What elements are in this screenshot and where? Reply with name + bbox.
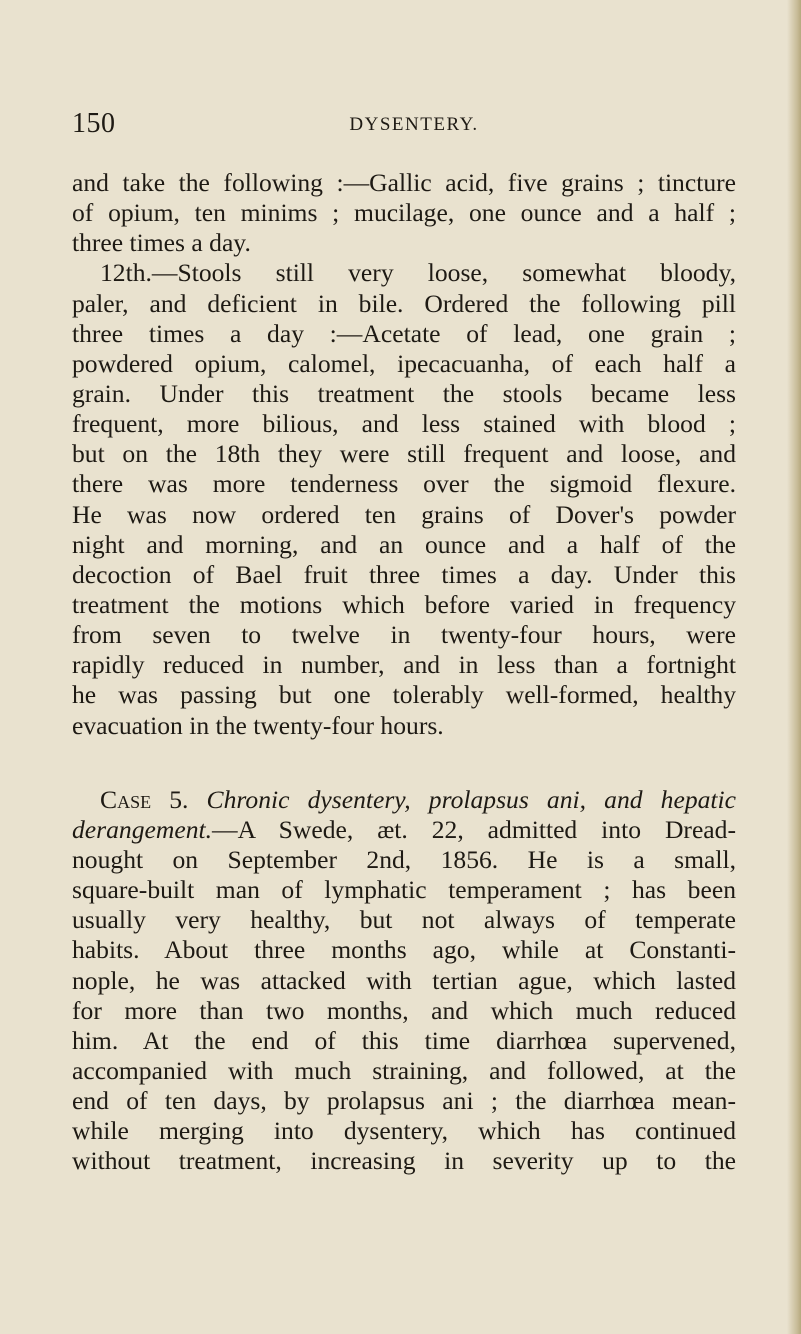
page-edge-shadow xyxy=(787,0,801,1334)
text-line: square-built man of lymphatic temperament ; has been xyxy=(72,875,736,905)
running-title: DYSENTERY. xyxy=(349,114,479,135)
text-line: and take the following :—Gallic acid, five grains ; tincture xyxy=(72,168,736,197)
body-text xyxy=(72,168,736,1177)
text-line: grain. Under this treatment the stools became less xyxy=(72,378,736,408)
case-text: —A Swede, æt. 22, admitted into Dread- xyxy=(212,814,736,844)
text-line: He was now ordered ten grains of Dover's powder xyxy=(72,499,736,529)
text-line: paler, and deficient in bile. Ordered the following pill xyxy=(72,288,736,318)
paragraph-12th xyxy=(72,258,736,740)
case-title-continued: derangement. xyxy=(72,814,213,844)
paragraph-case-5 xyxy=(72,785,736,1177)
text-line: 12th.—Stools still very loose, somewhat bloody, xyxy=(100,258,736,288)
case-label: Case 5. xyxy=(100,784,189,814)
section-gap xyxy=(72,741,736,785)
text-line xyxy=(72,815,736,845)
text-line: while merging into dysentery, which has continued xyxy=(72,1116,736,1146)
text-line: accompanied with much straining, and followed, at the xyxy=(72,1055,736,1085)
text-line: he was passing but one tolerably well-formed, healthy xyxy=(72,680,736,710)
text-line: nople, he was attacked with tertian ague, which lasted xyxy=(72,965,736,995)
text-line: rapidly reduced in number, and in less than a fortnight xyxy=(72,650,736,680)
text-line: of opium, ten minims ; mucilage, one ounce and a half ; xyxy=(72,198,736,228)
text-line: three times a day :—Acetate of lead, one grain ; xyxy=(72,318,736,348)
paragraph-prescription xyxy=(72,168,736,258)
text-line: nought on September 2nd, 1856. He is a small, xyxy=(72,844,736,874)
case-heading-line xyxy=(72,785,736,815)
page-number: 150 xyxy=(72,108,116,139)
text-line: three times a day. xyxy=(72,228,251,258)
text-line: usually very healthy, but not always of temperate xyxy=(72,905,736,935)
text-line: from seven to twelve in twenty-four hours, were xyxy=(72,620,736,650)
text-line: there was more tenderness over the sigmoid flexure. xyxy=(72,469,736,499)
text-line: night and morning, and an ounce and a half of the xyxy=(72,529,736,559)
text-line: evacuation in the twenty-four hours. xyxy=(72,710,444,740)
text-line: but on the 18th they were still frequent and loose, and xyxy=(72,439,736,469)
text-line: him. At the end of this time diarrhœa supervened, xyxy=(72,1025,736,1055)
text-line: end of ten days, by prolapsus ani ; the diarrhœa mean- xyxy=(72,1086,736,1116)
text-line: treatment the motions which before varied in frequency xyxy=(72,589,736,619)
text-line: without treatment, increasing in severity up to the xyxy=(72,1146,736,1176)
case-title: Chronic dysentery, prolapsus ani, and hepatic xyxy=(206,784,736,814)
text-line: decoction of Bael fruit three times a day. Under this xyxy=(72,559,736,589)
text-line: powdered opium, calomel, ipecacuanha, of each half a xyxy=(72,348,736,378)
text-line: for more than two months, and which much reduced xyxy=(72,995,736,1025)
page-header xyxy=(72,108,736,142)
text-line: frequent, more bilious, and less stained with blood ; xyxy=(72,409,736,439)
text-line: habits. About three months ago, while at Constanti- xyxy=(72,935,736,965)
